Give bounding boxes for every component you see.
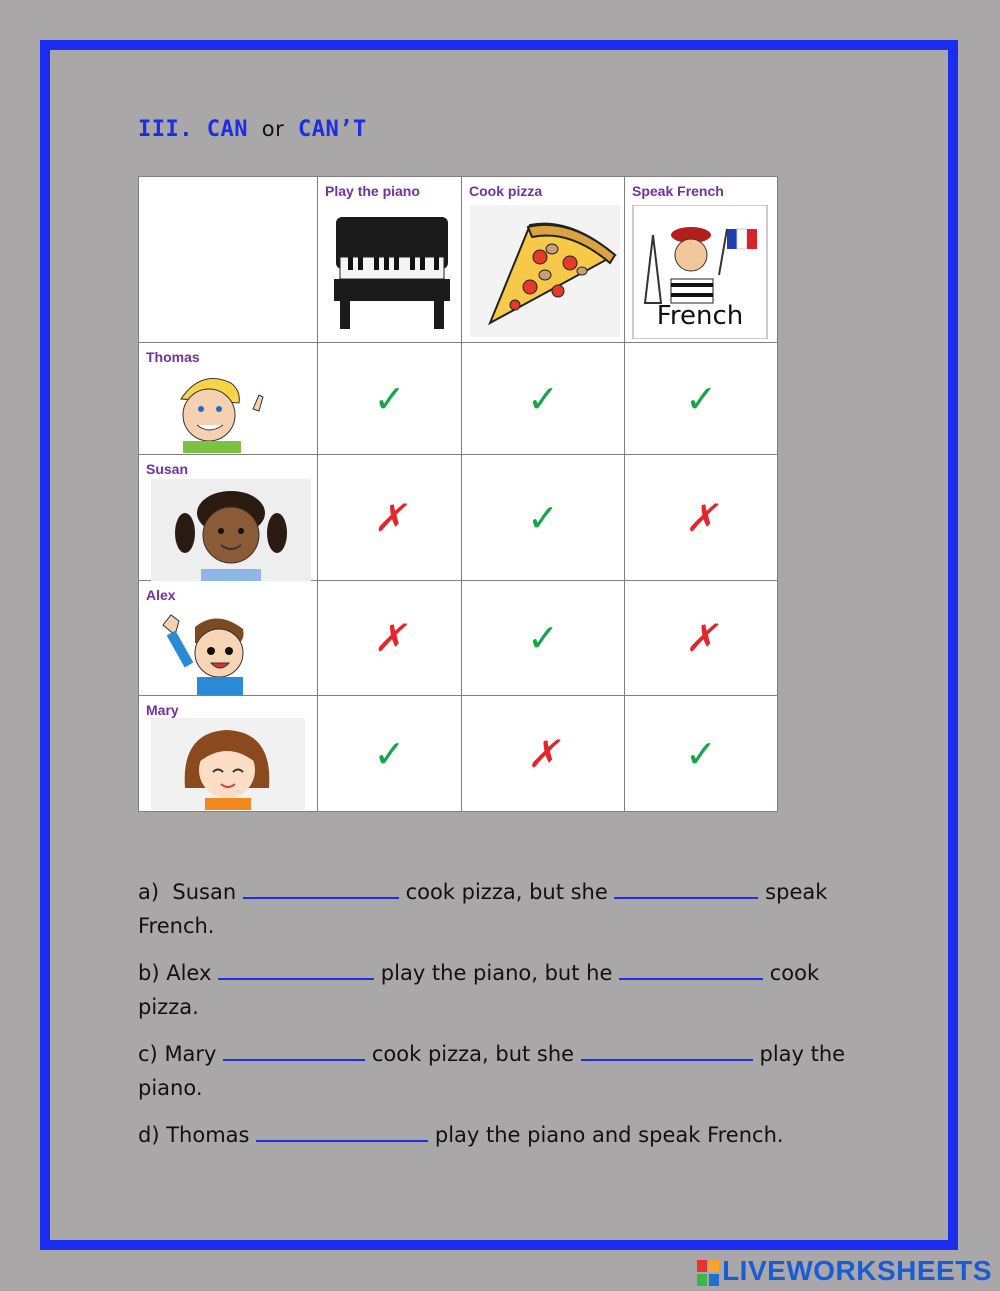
cell-mary-french bbox=[625, 696, 778, 812]
column-header-pizza bbox=[462, 177, 625, 343]
question-c bbox=[138, 1037, 868, 1105]
girl-mary-icon bbox=[151, 718, 305, 810]
title-can: CAN bbox=[206, 117, 248, 142]
check-mark: ✓ bbox=[373, 376, 406, 421]
answer-blank-b2[interactable] bbox=[619, 960, 763, 980]
check-mark: ✓ bbox=[685, 376, 717, 421]
cell-susan-piano bbox=[318, 455, 462, 581]
row-person-susan bbox=[139, 455, 318, 581]
liveworksheets-cube-icon bbox=[697, 1260, 719, 1286]
row-person-alex bbox=[139, 581, 318, 696]
column-label: Cook pizza bbox=[469, 183, 543, 199]
question-label: d) bbox=[138, 1123, 160, 1147]
person-name: Thomas bbox=[146, 349, 200, 365]
cross-mark: ✗ bbox=[685, 616, 717, 660]
cell-alex-piano bbox=[318, 581, 462, 696]
fill-in-questions bbox=[138, 875, 868, 1165]
check-mark: ✓ bbox=[685, 731, 717, 776]
question-label: c) bbox=[138, 1042, 158, 1066]
question-subject: Susan bbox=[172, 880, 237, 904]
boy-alex-icon bbox=[149, 603, 259, 695]
row-person-mary bbox=[139, 696, 318, 812]
cell-thomas-piano bbox=[318, 343, 462, 455]
column-label: Speak French bbox=[632, 183, 724, 199]
section-title bbox=[138, 117, 367, 142]
check-mark: ✓ bbox=[527, 495, 559, 540]
column-header-french bbox=[625, 177, 778, 343]
person-name: Susan bbox=[146, 461, 189, 477]
piano-icon bbox=[330, 213, 454, 331]
question-middle: cook pizza, but she bbox=[405, 880, 608, 904]
cell-alex-pizza bbox=[462, 581, 625, 696]
girl-susan-icon bbox=[151, 479, 311, 581]
check-mark: ✓ bbox=[373, 731, 406, 776]
question-a bbox=[138, 875, 868, 943]
question-end: cook pizza. bbox=[138, 961, 820, 1019]
answer-blank-a1[interactable] bbox=[243, 879, 399, 899]
answer-blank-c1[interactable] bbox=[223, 1041, 365, 1061]
question-middle: play the piano, but he bbox=[380, 961, 613, 985]
question-end: speak French. bbox=[138, 880, 828, 938]
boy-thomas-icon bbox=[161, 369, 271, 453]
cross-mark: ✗ bbox=[527, 731, 559, 776]
cell-susan-french bbox=[625, 455, 778, 581]
question-middle: cook pizza, but she bbox=[371, 1042, 575, 1066]
cell-susan-pizza bbox=[462, 455, 625, 581]
french-sign-text: French bbox=[656, 301, 744, 331]
person-name: Alex bbox=[146, 587, 176, 603]
row-person-thomas bbox=[139, 343, 318, 455]
question-d bbox=[138, 1118, 868, 1152]
cross-mark: ✗ bbox=[373, 495, 406, 540]
cross-mark: ✗ bbox=[373, 616, 406, 660]
cell-thomas-pizza bbox=[462, 343, 625, 455]
title-or: or bbox=[261, 117, 285, 141]
person-name: Mary bbox=[146, 702, 179, 718]
column-header-piano bbox=[318, 177, 462, 343]
abilities-table bbox=[138, 176, 777, 811]
cell-mary-pizza bbox=[462, 696, 625, 812]
question-middle: play the piano and speak French. bbox=[434, 1123, 784, 1147]
question-subject: Thomas bbox=[166, 1123, 250, 1147]
answer-blank-b1[interactable] bbox=[218, 960, 374, 980]
check-mark: ✓ bbox=[527, 376, 559, 421]
column-label: Play the piano bbox=[325, 183, 420, 199]
answer-blank-c2[interactable] bbox=[581, 1041, 753, 1061]
question-subject: Alex bbox=[166, 961, 212, 985]
cell-thomas-french bbox=[625, 343, 778, 455]
cross-mark: ✗ bbox=[685, 495, 717, 540]
question-label: b) bbox=[138, 961, 160, 985]
liveworksheets-logo bbox=[697, 1255, 992, 1287]
answer-blank-d1[interactable] bbox=[256, 1122, 428, 1142]
pizza-icon bbox=[470, 205, 620, 337]
question-b bbox=[138, 956, 868, 1024]
question-label: a) bbox=[138, 880, 160, 904]
cell-alex-french bbox=[625, 581, 778, 696]
footer-brand-text: LIVEWORKSHEETS bbox=[722, 1255, 992, 1286]
title-cant: CAN’T bbox=[297, 117, 367, 142]
section-numeral: III. bbox=[138, 117, 193, 142]
question-subject: Mary bbox=[164, 1042, 217, 1066]
answer-blank-a2[interactable] bbox=[614, 879, 758, 899]
cell-mary-piano bbox=[318, 696, 462, 812]
question-end: play the piano. bbox=[138, 1042, 846, 1100]
empty-corner-cell bbox=[139, 177, 318, 343]
check-mark: ✓ bbox=[527, 616, 559, 660]
